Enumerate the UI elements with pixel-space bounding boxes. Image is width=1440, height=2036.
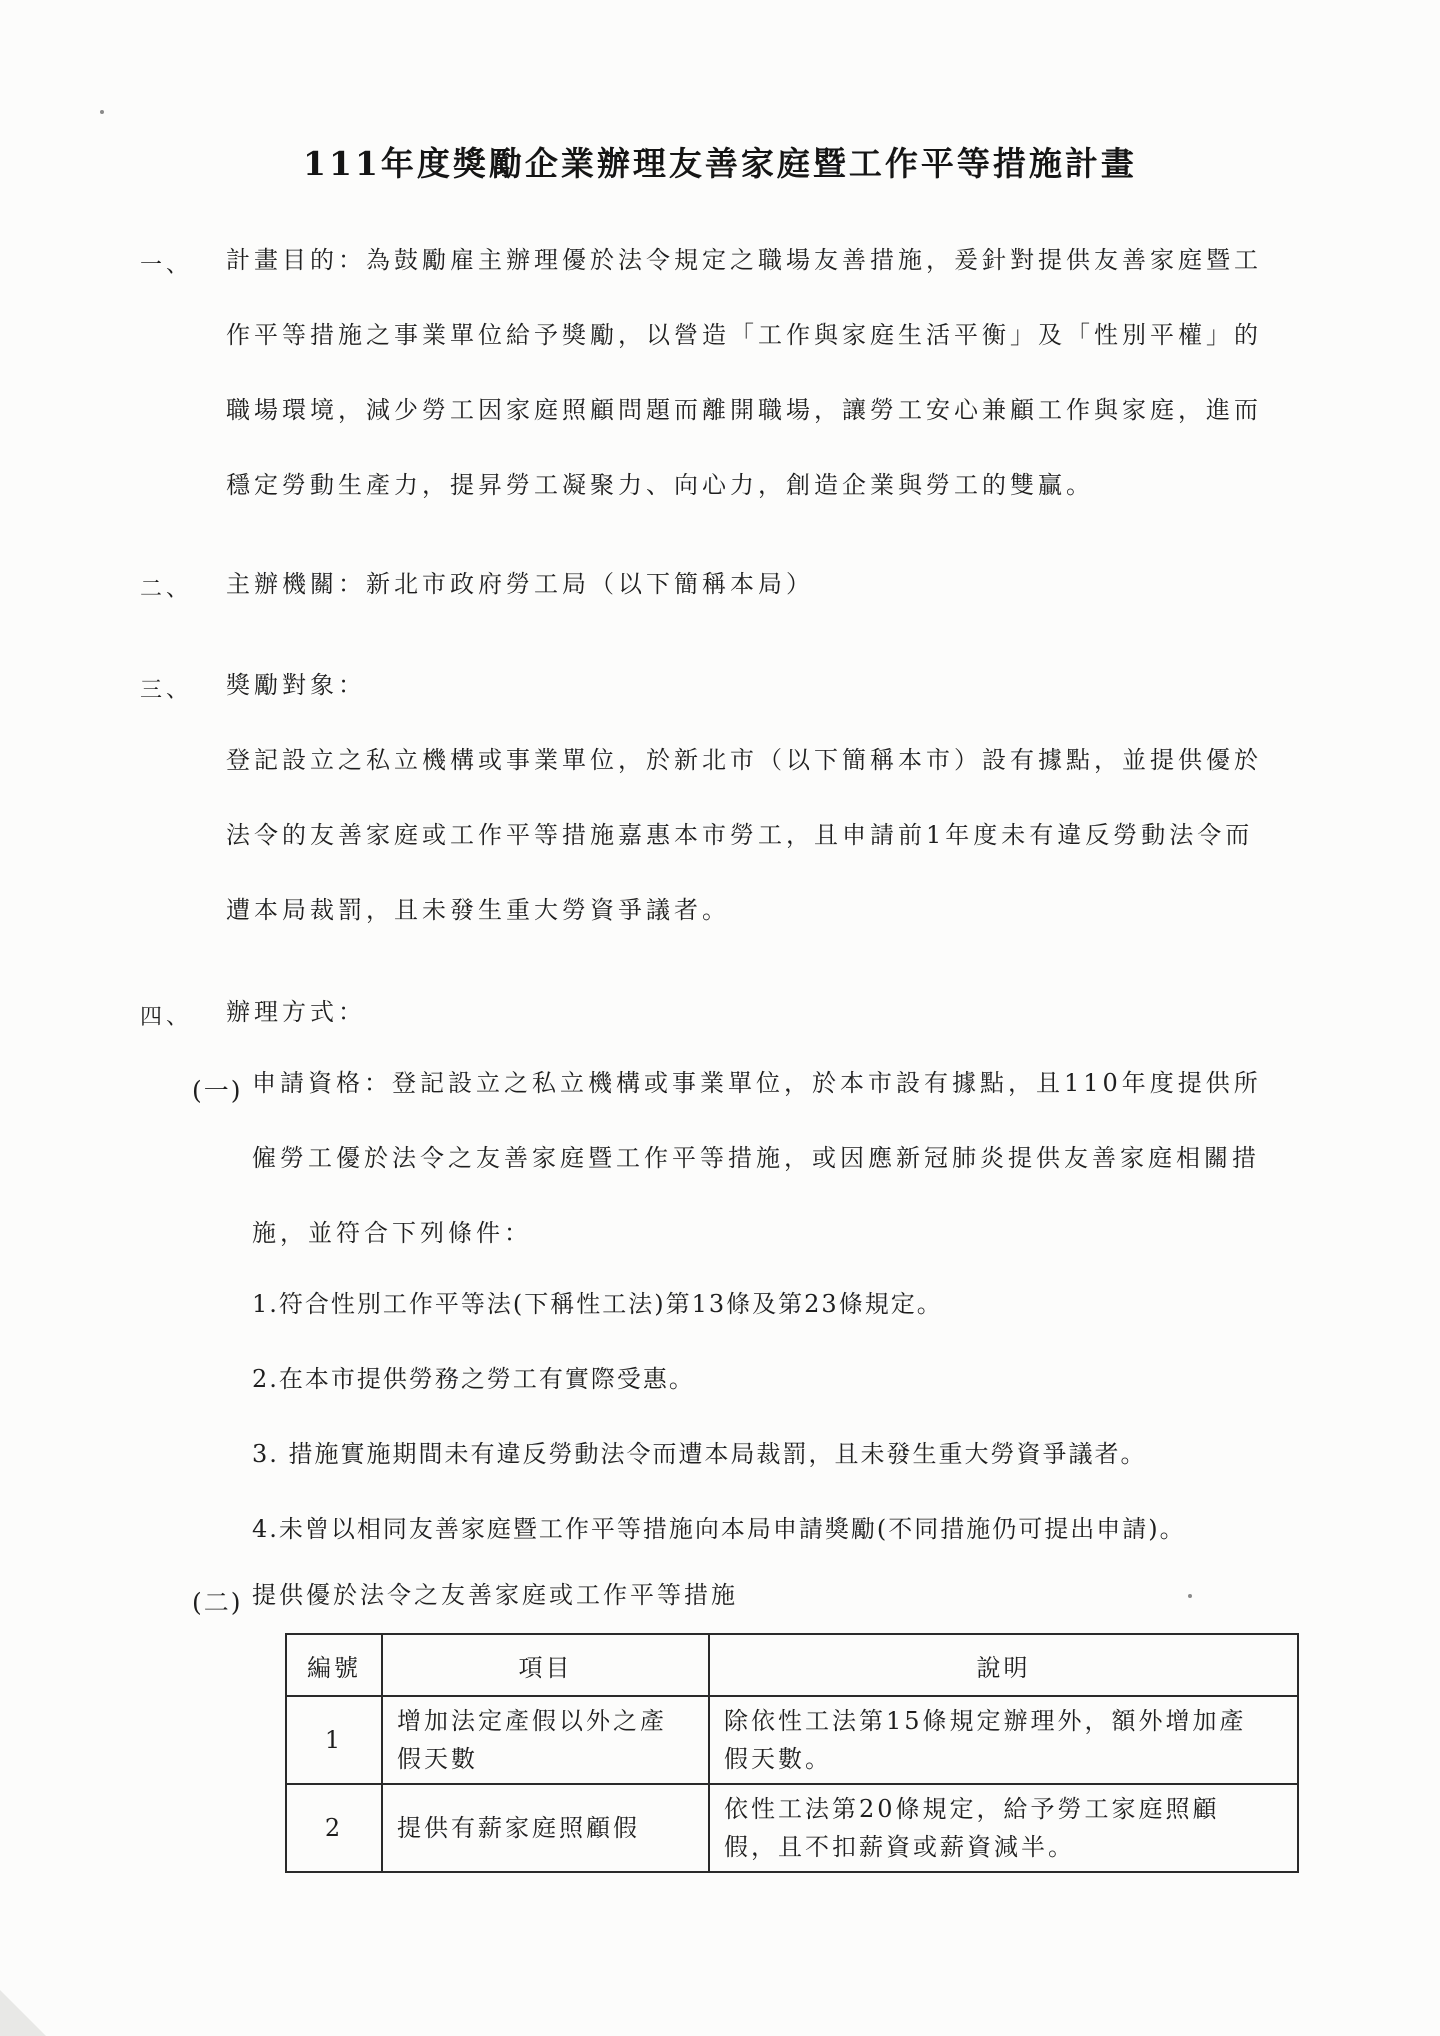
paragraph-line: 僱勞工優於法令之友善家庭暨工作平等措施，或因應新冠肺炎提供友善家庭相關措	[252, 1144, 1260, 1172]
page-corner-fold	[0, 1990, 46, 2036]
cell-line: 增加法定產假以外之產	[397, 1707, 667, 1735]
paragraph-line: 職場環境，減少勞工因家庭照顧問題而離開職場，讓勞工安心兼顧工作與家庭，進而	[226, 396, 1262, 424]
paragraph-line: 施，並符合下列條件：	[252, 1219, 532, 1247]
column-header-description: 說明	[709, 1634, 1298, 1696]
paragraph-line: 遭本局裁罰，且未發生重大勞資爭議者。	[226, 896, 730, 924]
cell-line: 依性工法第20條規定，給予勞工家庭照顧	[724, 1795, 1220, 1823]
cell-line: 假，且不扣薪資或薪資減半。	[724, 1833, 1075, 1861]
section-3-paragraph	[226, 723, 1262, 948]
paragraph-line: 計畫目的：為鼓勵雇主辦理優於法令規定之職場友善措施，爰針對提供友善家庭暨工	[226, 246, 1262, 274]
condition-item: 4.未曾以相同友善家庭暨工作平等措施向本局申請獎勵(不同措施仍可提出申請)。	[252, 1515, 1186, 1543]
section-number: 一、	[140, 253, 193, 278]
subsection-label: (二)	[192, 1588, 243, 1617]
paragraph-line: 主辦機關：新北市政府勞工局（以下簡稱本局）	[226, 570, 814, 598]
row-description	[709, 1784, 1298, 1872]
row-number: 1	[286, 1696, 382, 1784]
condition-item: 3. 措施實施期間未有違反勞動法令而遭本局裁罰，且未發生重大勞資爭議者。	[252, 1440, 1147, 1468]
subsection-2-heading	[252, 1558, 738, 1633]
section-2-paragraph	[226, 547, 814, 622]
subsection-label: (一)	[192, 1076, 243, 1105]
column-header-number: 編號	[286, 1634, 382, 1696]
paragraph-line: 作平等措施之事業單位給予獎勵，以營造「工作與家庭生活平衡」及「性別平權」的	[226, 321, 1262, 349]
paragraph-line: 獎勵對象：	[226, 671, 366, 699]
section-number: 二、	[140, 577, 193, 602]
section-number: 四、	[140, 1005, 193, 1030]
eligibility-conditions	[252, 1267, 1186, 1567]
paragraph-line: 申請資格：登記設立之私立機構或事業單位，於本市設有據點，且110年度提供所	[252, 1069, 1262, 1097]
section-4-heading	[226, 975, 366, 1050]
section-number: 三、	[140, 678, 193, 703]
measures-table	[285, 1633, 1299, 1873]
paragraph-line: 法令的友善家庭或工作平等措施嘉惠本市勞工，且申請前1年度未有違反勞動法令而	[226, 821, 1254, 849]
scan-speck	[100, 110, 104, 114]
row-item	[382, 1784, 709, 1872]
scan-speck	[1188, 1594, 1192, 1598]
table-row	[286, 1696, 1298, 1784]
paragraph-line: 穩定勞動生產力，提昇勞工凝聚力、向心力，創造企業與勞工的雙贏。	[226, 471, 1094, 499]
condition-item: 2.在本市提供勞務之勞工有實際受惠。	[252, 1365, 695, 1393]
row-item	[382, 1696, 709, 1784]
cell-line: 假天數	[397, 1745, 478, 1773]
row-number: 2	[286, 1784, 382, 1872]
cell-line: 除依性工法第15條規定辦理外，額外增加產	[724, 1707, 1247, 1735]
table-header-row	[286, 1634, 1298, 1696]
condition-item: 1.符合性別工作平等法(下稱性工法)第13條及第23條規定。	[252, 1290, 943, 1318]
cell-line: 提供有薪家庭照顧假	[397, 1814, 640, 1842]
document-title: 111年度獎勵企業辦理友善家庭暨工作平等措施計畫	[303, 144, 1137, 183]
cell-line: 假天數。	[724, 1745, 832, 1773]
table-row	[286, 1784, 1298, 1872]
paragraph-line: 提供優於法令之友善家庭或工作平等措施	[252, 1581, 738, 1609]
column-header-item: 項目	[382, 1634, 709, 1696]
row-description	[709, 1696, 1298, 1784]
subsection-1-paragraph	[252, 1046, 1262, 1271]
paragraph-line: 登記設立之私立機構或事業單位，於新北市（以下簡稱本市）設有據點，並提供優於	[226, 746, 1262, 774]
section-3-heading	[226, 648, 366, 723]
section-1-paragraph	[226, 223, 1262, 523]
paragraph-line: 辦理方式：	[226, 998, 366, 1026]
